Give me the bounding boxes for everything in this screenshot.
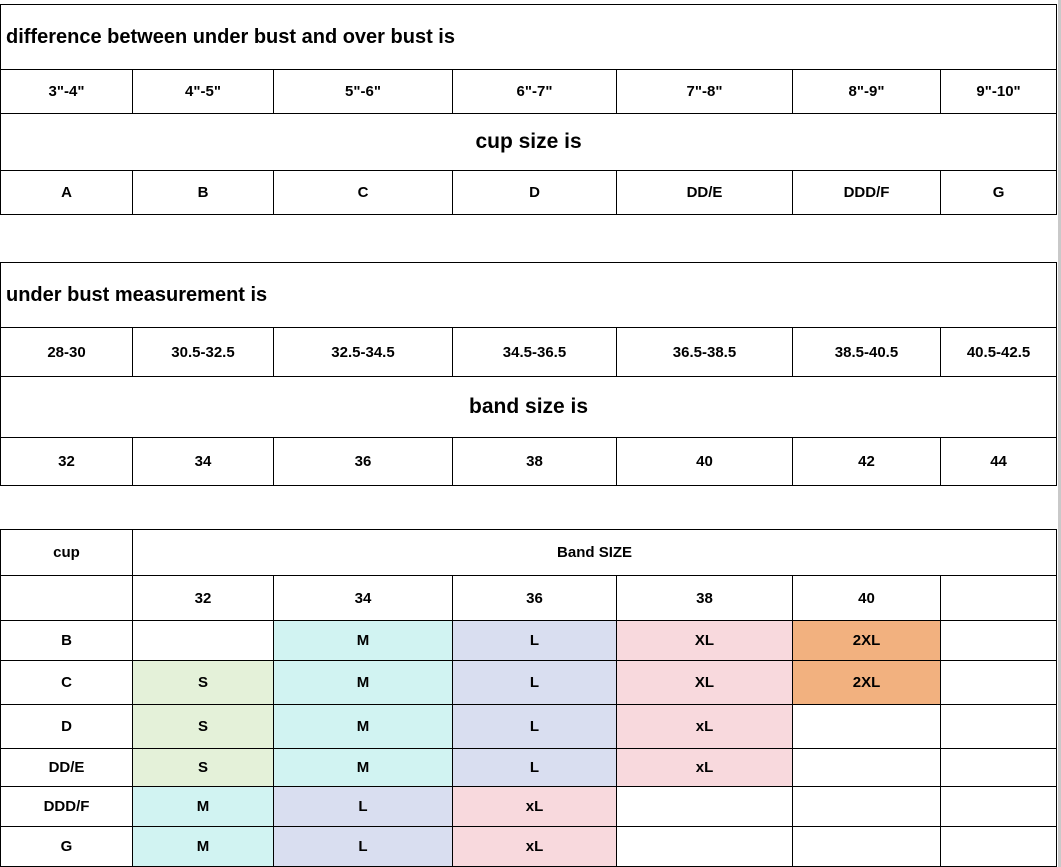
size-cell: L bbox=[274, 827, 453, 867]
under-bust-title: under bust measurement is bbox=[1, 263, 1057, 328]
size-cell: XL bbox=[617, 621, 793, 661]
band-column-label: 38 bbox=[617, 576, 793, 621]
size-cell bbox=[133, 621, 274, 661]
size-row bbox=[1, 749, 1057, 787]
size-grid-table bbox=[0, 529, 1057, 867]
band-column-label: 40 bbox=[793, 576, 941, 621]
difference-cell: 4"-5" bbox=[133, 70, 274, 114]
size-row-cup: D bbox=[1, 705, 133, 749]
difference-cell: 9"-10" bbox=[941, 70, 1057, 114]
measurement-cell: 38.5-40.5 bbox=[793, 328, 941, 377]
size-row-cup: B bbox=[1, 621, 133, 661]
band-cell: 40 bbox=[617, 438, 793, 486]
cup-column-header: cup bbox=[1, 530, 133, 576]
size-cell: 2XL bbox=[793, 661, 941, 705]
band-cell: 38 bbox=[453, 438, 617, 486]
size-cell: M bbox=[274, 705, 453, 749]
size-cell: xL bbox=[617, 705, 793, 749]
measurement-cell: 28-30 bbox=[1, 328, 133, 377]
cup-cell: DD/E bbox=[617, 171, 793, 215]
band-cell: 34 bbox=[133, 438, 274, 486]
size-cell: L bbox=[453, 621, 617, 661]
size-cell bbox=[793, 705, 941, 749]
size-cell: S bbox=[133, 705, 274, 749]
band-size-label: band size is bbox=[1, 377, 1057, 438]
size-cell: M bbox=[133, 787, 274, 827]
cup-cell: A bbox=[1, 171, 133, 215]
size-cell: xL bbox=[453, 827, 617, 867]
size-cell: xL bbox=[453, 787, 617, 827]
band-size-header: Band SIZE bbox=[133, 530, 1057, 576]
measurement-cell: 30.5-32.5 bbox=[133, 328, 274, 377]
size-cell bbox=[941, 827, 1057, 867]
size-row bbox=[1, 705, 1057, 749]
cup-cell: B bbox=[133, 171, 274, 215]
size-cell: XL bbox=[617, 661, 793, 705]
band-column-label bbox=[941, 576, 1057, 621]
size-cell: L bbox=[453, 749, 617, 787]
band-column-label bbox=[1, 576, 133, 621]
size-row-cup: G bbox=[1, 827, 133, 867]
band-cell: 42 bbox=[793, 438, 941, 486]
cup-cell: C bbox=[274, 171, 453, 215]
cup-cell: G bbox=[941, 171, 1057, 215]
band-row bbox=[1, 438, 1057, 486]
measurement-cell: 32.5-34.5 bbox=[274, 328, 453, 377]
band-column-label: 32 bbox=[133, 576, 274, 621]
difference-cell: 5"-6" bbox=[274, 70, 453, 114]
cup-cell: DDD/F bbox=[793, 171, 941, 215]
measurement-row bbox=[1, 328, 1057, 377]
band-cell: 44 bbox=[941, 438, 1057, 486]
measurement-cell: 36.5-38.5 bbox=[617, 328, 793, 377]
cup-size-label: cup size is bbox=[1, 114, 1057, 171]
cup-size-table bbox=[0, 4, 1057, 215]
difference-row bbox=[1, 70, 1057, 114]
measurement-cell: 34.5-36.5 bbox=[453, 328, 617, 377]
size-cell bbox=[941, 621, 1057, 661]
size-cell: S bbox=[133, 749, 274, 787]
band-size-table bbox=[0, 262, 1057, 486]
difference-cell: 3"-4" bbox=[1, 70, 133, 114]
size-row-cup: DDD/F bbox=[1, 787, 133, 827]
cup-cell: D bbox=[453, 171, 617, 215]
band-cell: 36 bbox=[274, 438, 453, 486]
size-row bbox=[1, 661, 1057, 705]
difference-cell: 7"-8" bbox=[617, 70, 793, 114]
band-cell: 32 bbox=[1, 438, 133, 486]
size-cell bbox=[941, 787, 1057, 827]
size-cell: S bbox=[133, 661, 274, 705]
size-cell: L bbox=[453, 661, 617, 705]
size-cell: xL bbox=[617, 749, 793, 787]
size-row bbox=[1, 621, 1057, 661]
size-cell bbox=[793, 749, 941, 787]
band-columns-row bbox=[1, 576, 1057, 621]
size-row bbox=[1, 787, 1057, 827]
size-cell: M bbox=[133, 827, 274, 867]
measurement-cell: 40.5-42.5 bbox=[941, 328, 1057, 377]
size-cell bbox=[941, 661, 1057, 705]
size-cell: L bbox=[274, 787, 453, 827]
size-cell bbox=[941, 749, 1057, 787]
difference-cell: 8"-9" bbox=[793, 70, 941, 114]
size-cell: L bbox=[453, 705, 617, 749]
difference-title: difference between under bust and over bust is bbox=[1, 5, 1057, 70]
size-cell: 2XL bbox=[793, 621, 941, 661]
band-column-label: 36 bbox=[453, 576, 617, 621]
size-cell: M bbox=[274, 621, 453, 661]
size-cell: M bbox=[274, 661, 453, 705]
cup-row bbox=[1, 171, 1057, 215]
size-cell bbox=[793, 787, 941, 827]
band-column-label: 34 bbox=[274, 576, 453, 621]
size-row bbox=[1, 827, 1057, 867]
size-cell bbox=[617, 827, 793, 867]
size-cell bbox=[617, 787, 793, 827]
size-cell bbox=[793, 827, 941, 867]
size-cell bbox=[941, 705, 1057, 749]
size-row-cup: DD/E bbox=[1, 749, 133, 787]
size-cell: M bbox=[274, 749, 453, 787]
size-row-cup: C bbox=[1, 661, 133, 705]
difference-cell: 6"-7" bbox=[453, 70, 617, 114]
